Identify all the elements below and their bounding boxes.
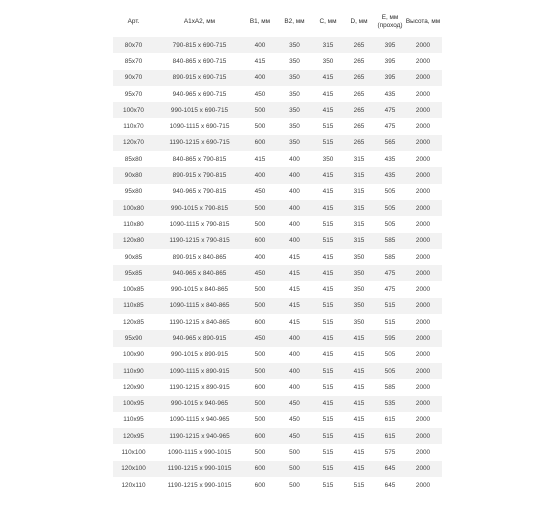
cell-height: 2000: [404, 477, 442, 493]
cell-c: 415: [314, 249, 342, 265]
table-row: [113, 444, 442, 460]
cell-b1: 500: [245, 281, 275, 297]
cell-height: 2000: [404, 461, 442, 477]
cell-a1a2: 890-915 x 790-815: [154, 167, 245, 183]
cell-e: 475: [376, 281, 404, 297]
cell-height: 2000: [404, 265, 442, 281]
cell-c: 515: [314, 444, 342, 460]
cell-art: 120x100: [113, 461, 154, 477]
cell-height: 2000: [404, 184, 442, 200]
cell-a1a2: 940-965 x 690-715: [154, 86, 245, 102]
cell-height: 2000: [404, 102, 442, 118]
cell-height: 2000: [404, 151, 442, 167]
cell-height: 2000: [404, 233, 442, 249]
cell-d: 415: [342, 396, 376, 412]
cell-b1: 500: [245, 200, 275, 216]
cell-e: 535: [376, 396, 404, 412]
cell-c: 415: [314, 184, 342, 200]
cell-c: 415: [314, 396, 342, 412]
cell-b2: 400: [275, 216, 314, 232]
cell-b1: 600: [245, 233, 275, 249]
table-row: [113, 102, 442, 118]
table-row: [113, 37, 442, 53]
cell-b1: 600: [245, 314, 275, 330]
cell-d: 265: [342, 53, 376, 69]
cell-a1a2: 1090-1115 x 690-715: [154, 118, 245, 134]
cell-b1: 500: [245, 118, 275, 134]
cell-c: 415: [314, 330, 342, 346]
table-row: [113, 347, 442, 363]
header-b2: B2, мм: [284, 17, 305, 25]
cell-b2: 400: [275, 151, 314, 167]
cell-c: 415: [314, 102, 342, 118]
cell-d: 315: [342, 216, 376, 232]
cell-art: 120x85: [113, 314, 154, 330]
cell-art: 110x85: [113, 298, 154, 314]
cell-art: 110x70: [113, 118, 154, 134]
cell-art: 120x90: [113, 379, 154, 395]
header-height: Высота, мм: [405, 17, 441, 25]
cell-art: 85x70: [113, 53, 154, 69]
cell-b2: 400: [275, 347, 314, 363]
cell-b1: 600: [245, 477, 275, 493]
cell-e: 585: [376, 233, 404, 249]
cell-a1a2: 890-915 x 690-715: [154, 70, 245, 86]
cell-art: 95x90: [113, 330, 154, 346]
table-row: [113, 298, 442, 314]
cell-c: 350: [314, 53, 342, 69]
table-row: [113, 167, 442, 183]
cell-e: 435: [376, 167, 404, 183]
cell-b1: 450: [245, 86, 275, 102]
cell-d: 315: [342, 167, 376, 183]
cell-c: 515: [314, 216, 342, 232]
header-e: [376, 6, 404, 37]
cell-height: 2000: [404, 379, 442, 395]
cell-art: 120x80: [113, 233, 154, 249]
cell-b2: 415: [275, 281, 314, 297]
cell-e: 475: [376, 102, 404, 118]
cell-d: 315: [342, 200, 376, 216]
cell-e: 585: [376, 249, 404, 265]
cell-c: 515: [314, 314, 342, 330]
cell-a1a2: 1090-1115 x 890-915: [154, 363, 245, 379]
cell-height: 2000: [404, 118, 442, 134]
cell-b2: 450: [275, 412, 314, 428]
cell-c: 415: [314, 70, 342, 86]
cell-e: 505: [376, 216, 404, 232]
cell-height: 2000: [404, 363, 442, 379]
cell-e: 505: [376, 200, 404, 216]
table-row: [113, 477, 442, 493]
cell-a1a2: 890-915 x 840-865: [154, 249, 245, 265]
cell-art: 100x85: [113, 281, 154, 297]
cell-e: 505: [376, 347, 404, 363]
cell-b2: 415: [275, 265, 314, 281]
dimensions-table-container: [113, 6, 442, 493]
cell-height: 2000: [404, 53, 442, 69]
cell-art: 100x95: [113, 396, 154, 412]
cell-a1a2: 990-1015 x 890-915: [154, 347, 245, 363]
cell-e: 645: [376, 477, 404, 493]
cell-e: 395: [376, 70, 404, 86]
cell-e: 395: [376, 37, 404, 53]
cell-d: 415: [342, 461, 376, 477]
cell-art: 120x110: [113, 477, 154, 493]
table-body: [113, 37, 442, 493]
cell-d: 415: [342, 428, 376, 444]
cell-b1: 450: [245, 265, 275, 281]
cell-a1a2: 940-965 x 790-815: [154, 184, 245, 200]
cell-b1: 400: [245, 167, 275, 183]
cell-b1: 600: [245, 135, 275, 151]
cell-b1: 400: [245, 70, 275, 86]
cell-b1: 500: [245, 298, 275, 314]
cell-e: 505: [376, 363, 404, 379]
cell-d: 350: [342, 265, 376, 281]
cell-b2: 400: [275, 184, 314, 200]
cell-d: 415: [342, 330, 376, 346]
cell-d: 265: [342, 135, 376, 151]
cell-height: 2000: [404, 428, 442, 444]
cell-c: 515: [314, 135, 342, 151]
table-row: [113, 53, 442, 69]
cell-b1: 415: [245, 151, 275, 167]
cell-a1a2: 1190-1215 x 890-915: [154, 379, 245, 395]
cell-e: 515: [376, 298, 404, 314]
cell-a1a2: 840-865 x 690-715: [154, 53, 245, 69]
header-d: D, мм: [350, 17, 368, 25]
cell-b2: 500: [275, 461, 314, 477]
cell-a1a2: 1190-1215 x 940-965: [154, 428, 245, 444]
table-row: [113, 118, 442, 134]
cell-art: 85x80: [113, 151, 154, 167]
cell-b2: 450: [275, 396, 314, 412]
cell-d: 265: [342, 86, 376, 102]
header-e-sublabel: (проход): [377, 21, 403, 29]
cell-a1a2: 1190-1215 x 690-715: [154, 135, 245, 151]
cell-e: 475: [376, 265, 404, 281]
cell-b1: 500: [245, 396, 275, 412]
table-row: [113, 249, 442, 265]
header-e-label: E, мм: [381, 13, 399, 21]
cell-b2: 350: [275, 102, 314, 118]
cell-c: 415: [314, 200, 342, 216]
cell-b2: 400: [275, 167, 314, 183]
cell-art: 90x80: [113, 167, 154, 183]
table-row: [113, 200, 442, 216]
table-row: [113, 412, 442, 428]
cell-b2: 415: [275, 298, 314, 314]
cell-b2: 415: [275, 249, 314, 265]
cell-art: 95x80: [113, 184, 154, 200]
dimensions-table: [113, 6, 442, 493]
cell-a1a2: 1090-1115 x 940-965: [154, 412, 245, 428]
cell-art: 100x70: [113, 102, 154, 118]
cell-art: 95x85: [113, 265, 154, 281]
table-row: [113, 461, 442, 477]
cell-c: 515: [314, 233, 342, 249]
cell-art: 110x80: [113, 216, 154, 232]
cell-b1: 500: [245, 347, 275, 363]
cell-b1: 500: [245, 444, 275, 460]
cell-c: 515: [314, 379, 342, 395]
table-row: [113, 135, 442, 151]
cell-e: 615: [376, 412, 404, 428]
cell-art: 120x70: [113, 135, 154, 151]
cell-b1: 450: [245, 184, 275, 200]
cell-b1: 500: [245, 102, 275, 118]
cell-a1a2: 1090-1115 x 790-815: [154, 216, 245, 232]
cell-d: 350: [342, 249, 376, 265]
cell-e: 595: [376, 330, 404, 346]
cell-e: 615: [376, 428, 404, 444]
cell-a1a2: 1190-1215 x 840-865: [154, 314, 245, 330]
cell-c: 315: [314, 37, 342, 53]
cell-c: 415: [314, 86, 342, 102]
cell-e: 515: [376, 314, 404, 330]
cell-a1a2: 1090-1115 x 840-865: [154, 298, 245, 314]
cell-art: 100x80: [113, 200, 154, 216]
cell-c: 515: [314, 428, 342, 444]
cell-height: 2000: [404, 396, 442, 412]
cell-c: 415: [314, 265, 342, 281]
cell-c: 515: [314, 477, 342, 493]
cell-a1a2: 1190-1215 x 990-1015: [154, 477, 245, 493]
cell-b2: 350: [275, 53, 314, 69]
cell-b2: 400: [275, 233, 314, 249]
cell-b2: 500: [275, 477, 314, 493]
cell-height: 2000: [404, 86, 442, 102]
table-row: [113, 233, 442, 249]
table-row: [113, 281, 442, 297]
header-c: C, мм: [319, 17, 337, 25]
cell-height: 2000: [404, 135, 442, 151]
cell-d: 265: [342, 118, 376, 134]
cell-a1a2: 1190-1215 x 990-1015: [154, 461, 245, 477]
header-art: Арт.: [127, 17, 140, 25]
cell-d: 265: [342, 102, 376, 118]
cell-e: 565: [376, 135, 404, 151]
table-row: [113, 184, 442, 200]
cell-d: 415: [342, 379, 376, 395]
cell-e: 575: [376, 444, 404, 460]
cell-b2: 400: [275, 330, 314, 346]
table-row: [113, 396, 442, 412]
table-header: [113, 6, 442, 37]
cell-b2: 350: [275, 37, 314, 53]
cell-b1: 500: [245, 412, 275, 428]
table-row: [113, 265, 442, 281]
cell-d: 515: [342, 477, 376, 493]
cell-art: 100x90: [113, 347, 154, 363]
cell-a1a2: 990-1015 x 940-965: [154, 396, 245, 412]
cell-a1a2: 940-965 x 890-915: [154, 330, 245, 346]
cell-d: 350: [342, 298, 376, 314]
cell-a1a2: 1090-1115 x 990-1015: [154, 444, 245, 460]
cell-height: 2000: [404, 298, 442, 314]
cell-b1: 500: [245, 363, 275, 379]
cell-d: 415: [342, 412, 376, 428]
cell-d: 350: [342, 281, 376, 297]
table-row: [113, 379, 442, 395]
cell-e: 435: [376, 86, 404, 102]
cell-b1: 415: [245, 53, 275, 69]
cell-c: 515: [314, 363, 342, 379]
cell-d: 415: [342, 363, 376, 379]
header-row: [113, 6, 442, 37]
cell-a1a2: 1190-1215 x 790-815: [154, 233, 245, 249]
cell-a1a2: 790-815 x 690-715: [154, 37, 245, 53]
header-a1a2: A1xA2, мм: [183, 17, 216, 25]
table-row: [113, 151, 442, 167]
cell-a1a2: 990-1015 x 690-715: [154, 102, 245, 118]
cell-d: 265: [342, 70, 376, 86]
cell-b2: 415: [275, 314, 314, 330]
cell-b2: 350: [275, 135, 314, 151]
cell-height: 2000: [404, 281, 442, 297]
cell-b1: 600: [245, 428, 275, 444]
cell-e: 475: [376, 118, 404, 134]
cell-b1: 600: [245, 379, 275, 395]
cell-height: 2000: [404, 412, 442, 428]
cell-e: 435: [376, 151, 404, 167]
cell-c: 415: [314, 347, 342, 363]
table-row: [113, 314, 442, 330]
cell-c: 515: [314, 298, 342, 314]
cell-b2: 400: [275, 200, 314, 216]
cell-height: 2000: [404, 70, 442, 86]
cell-art: 90x70: [113, 70, 154, 86]
cell-a1a2: 840-865 x 790-815: [154, 151, 245, 167]
cell-c: 415: [314, 167, 342, 183]
cell-b1: 600: [245, 461, 275, 477]
cell-b2: 450: [275, 428, 314, 444]
cell-height: 2000: [404, 37, 442, 53]
cell-e: 505: [376, 184, 404, 200]
cell-e: 645: [376, 461, 404, 477]
cell-d: 415: [342, 444, 376, 460]
cell-art: 80x70: [113, 37, 154, 53]
cell-a1a2: 990-1015 x 840-865: [154, 281, 245, 297]
cell-height: 2000: [404, 330, 442, 346]
cell-b1: 400: [245, 249, 275, 265]
cell-c: 415: [314, 281, 342, 297]
table-row: [113, 428, 442, 444]
cell-height: 2000: [404, 444, 442, 460]
header-b1: B1, мм: [249, 17, 271, 25]
cell-e: 395: [376, 53, 404, 69]
cell-art: 120x95: [113, 428, 154, 444]
cell-b2: 400: [275, 379, 314, 395]
cell-art: 110x95: [113, 412, 154, 428]
cell-c: 515: [314, 118, 342, 134]
table-row: [113, 70, 442, 86]
cell-e: 585: [376, 379, 404, 395]
cell-height: 2000: [404, 216, 442, 232]
cell-d: 415: [342, 347, 376, 363]
cell-height: 2000: [404, 314, 442, 330]
table-row: [113, 86, 442, 102]
cell-a1a2: 990-1015 x 790-815: [154, 200, 245, 216]
cell-d: 265: [342, 37, 376, 53]
cell-art: 95x70: [113, 86, 154, 102]
cell-b2: 350: [275, 70, 314, 86]
table-row: [113, 330, 442, 346]
cell-b2: 500: [275, 444, 314, 460]
cell-b1: 450: [245, 330, 275, 346]
cell-art: 110x90: [113, 363, 154, 379]
cell-b2: 350: [275, 118, 314, 134]
cell-c: 350: [314, 151, 342, 167]
cell-d: 350: [342, 314, 376, 330]
cell-a1a2: 940-965 x 840-865: [154, 265, 245, 281]
cell-height: 2000: [404, 249, 442, 265]
cell-c: 515: [314, 412, 342, 428]
cell-b1: 400: [245, 37, 275, 53]
table-row: [113, 216, 442, 232]
cell-d: 315: [342, 184, 376, 200]
cell-b2: 350: [275, 86, 314, 102]
cell-art: 90x85: [113, 249, 154, 265]
cell-b1: 500: [245, 216, 275, 232]
cell-art: 110x100: [113, 444, 154, 460]
table-row: [113, 363, 442, 379]
cell-height: 2000: [404, 167, 442, 183]
cell-c: 515: [314, 461, 342, 477]
cell-height: 2000: [404, 347, 442, 363]
cell-b2: 400: [275, 363, 314, 379]
cell-height: 2000: [404, 200, 442, 216]
cell-d: 315: [342, 151, 376, 167]
cell-d: 315: [342, 233, 376, 249]
